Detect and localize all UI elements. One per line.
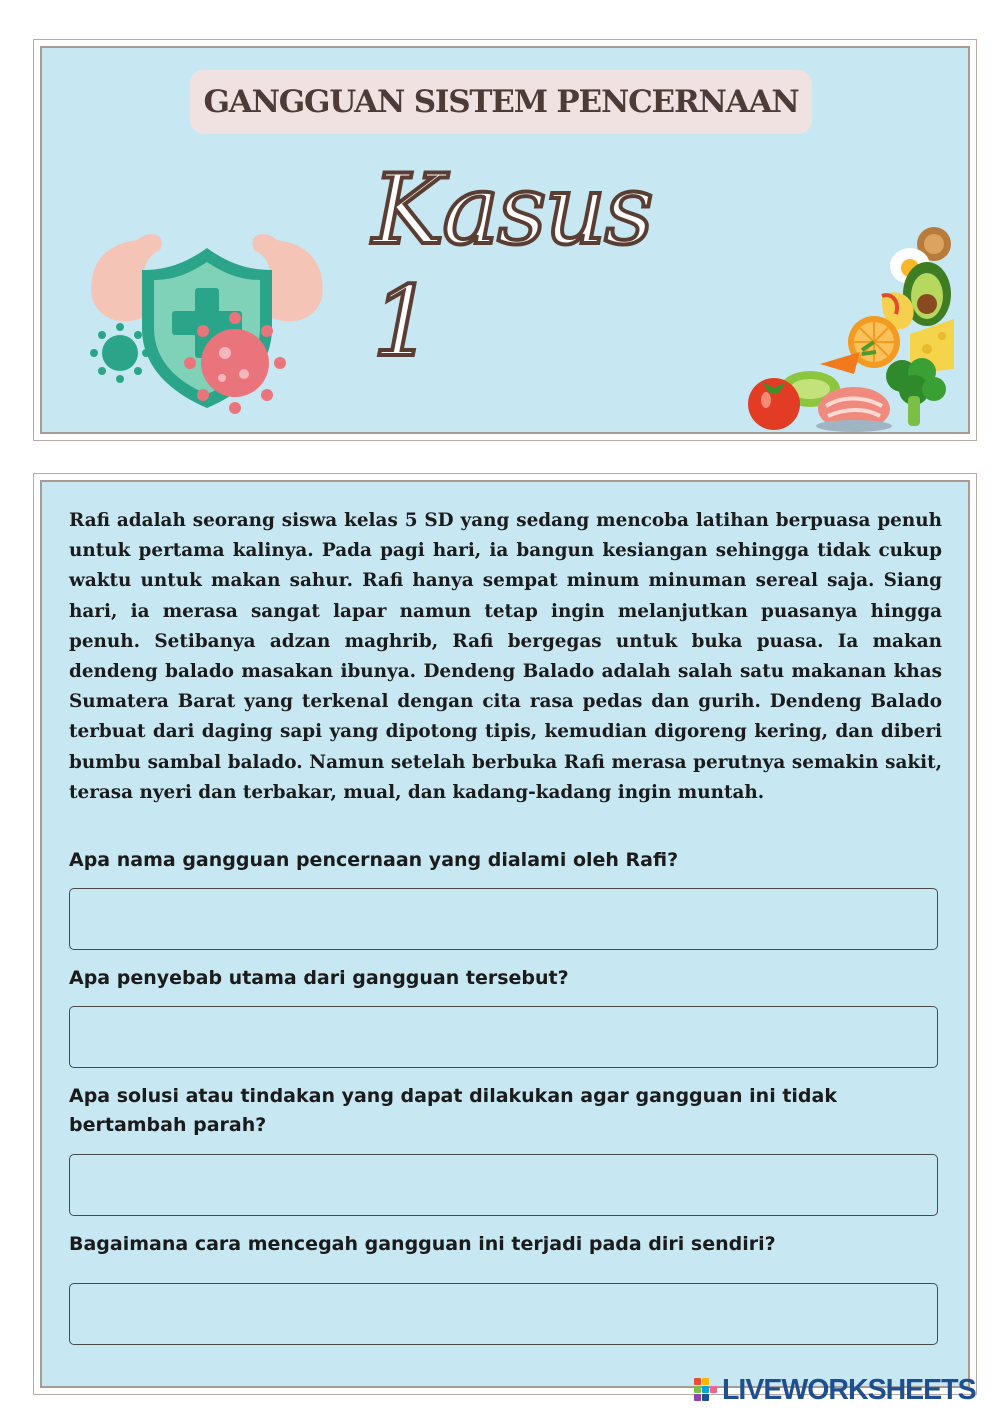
question-2: Apa penyebab utama dari gangguan tersebut? — [69, 967, 569, 989]
answer-input-2[interactable] — [69, 1006, 938, 1068]
small-virus-icon — [90, 323, 150, 383]
case-content-panel — [40, 480, 970, 1388]
header-panel — [40, 46, 970, 434]
liveworksheets-brand-text: LIVEWORKSHEETS — [722, 1373, 976, 1406]
liveworksheets-logo[interactable] — [694, 1374, 994, 1406]
question-1: Apa nama gangguan pencernaan yang dialami oleh Rafi? — [69, 849, 679, 871]
question-3: Apa solusi atau tindakan yang dapat dilakukan agar gangguan ini tidak bertambah parah? — [69, 1085, 837, 1136]
liveworksheets-logo-icon — [694, 1378, 718, 1402]
muscle-shield-virus-illustration — [82, 188, 332, 418]
healthy-food-illustration — [742, 224, 957, 434]
page-title: GANGGUAN SISTEM PENCERNAAN — [190, 70, 812, 134]
answer-input-1[interactable] — [69, 888, 938, 950]
question-4: Bagaimana cara mencegah gangguan ini terjadi pada diri sendiri? — [69, 1233, 776, 1255]
tomato-icon — [748, 378, 800, 430]
case-title: Kasus 1 — [372, 153, 652, 378]
answer-input-3[interactable] — [69, 1154, 938, 1216]
case-story-paragraph: Rafi adalah seorang siswa kelas 5 SD yang sedang mencoba latihan berpuasa penuh untuk pertama kalinya. Pada pagi hari, ia bangun kesiangan sehingga tidak cukup waktu untuk makan sahur. Rafi hanya sempat minum minuman sereal saja. Siang hari, ia merasa sangat lapar namun tetap ingin melanjutkan puasanya hingga penuh. Setibanya adzan maghrib, Rafi bergegas untuk buka puasa. Ia makan dendeng balado masakan ibunya. Dendeng Balado adalah salah satu makanan khas Sumatera Barat yang terkenal dengan cita rasa pedas dan gurih. Dendeng Balado terbuat dari daging sapi yang dipotong tipis, kemudian digoreng kering, dan diberi bumbu sambal balado. Namun setelah berbuka Rafi merasa perutnya semakin sakit, terasa nyeri dan terbakar, mual, dan kadang-kadang ingin muntah. — [69, 510, 942, 803]
answer-input-4[interactable] — [69, 1283, 938, 1345]
